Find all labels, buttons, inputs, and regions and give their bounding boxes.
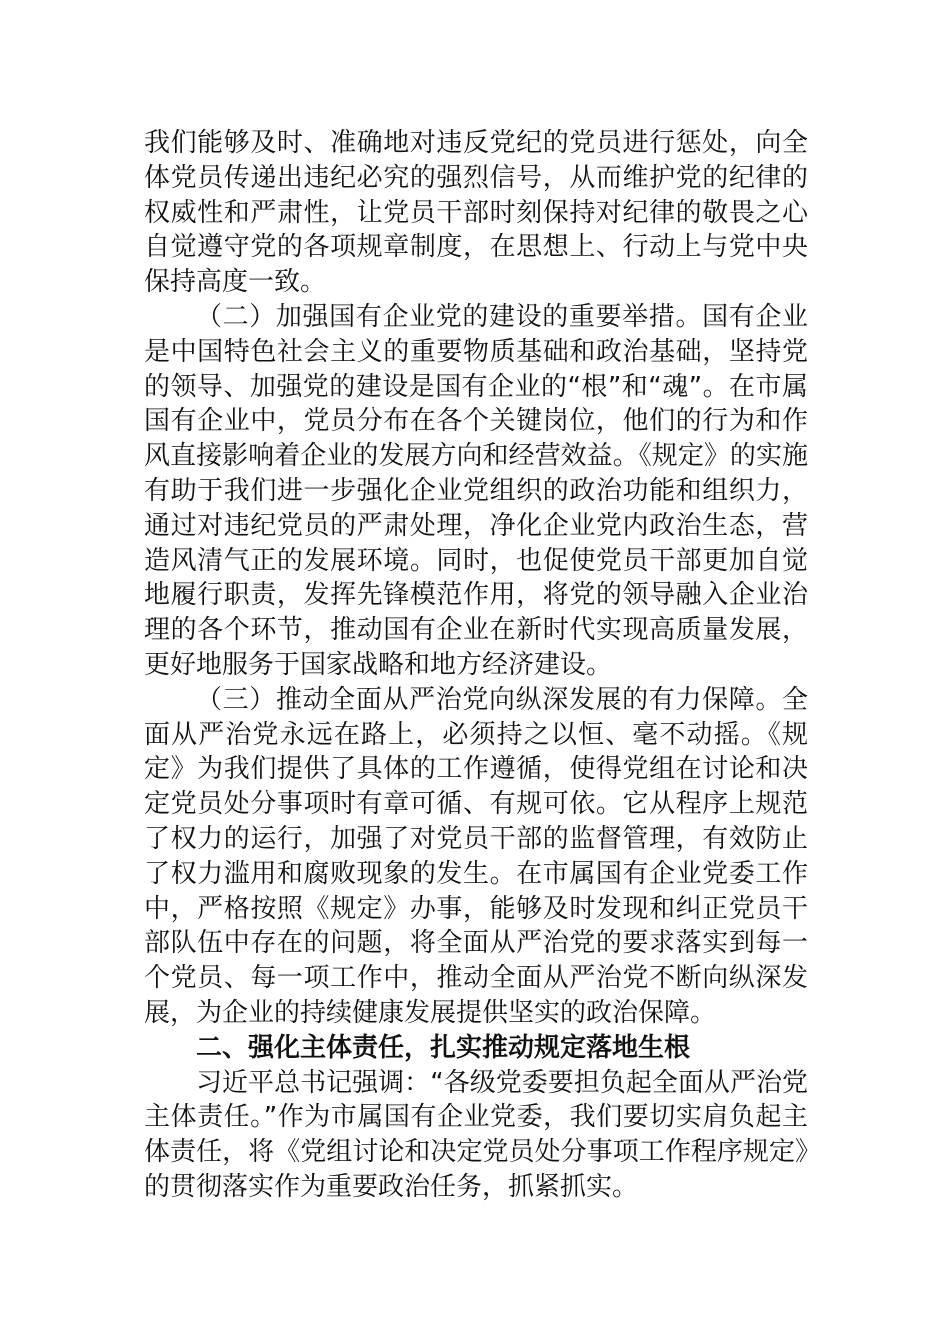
document-body <box>144 126 808 1205</box>
paragraph-quote: 习近平总书记强调：“各级党委要担负起全面从严治党主体责任。”作为市属国有企业党委，我们要切实肩负起主体责任，将《党组讨论和决定党员处分事项工作程序规定》的贯彻落实作为重要政治任务，抓紧抓实。 <box>144 1067 808 1202</box>
section-heading: 二、强化主体责任，扎实推动规定落地生根 <box>196 1032 691 1063</box>
paragraph-section-two: （二）加强国有企业党的建设的重要举措。国有企业是中国特色社会主义的重要物质基础和政治基础，坚持党的领导、加强党的建设是国有企业的“根”和“魂”。在市属国有企业中，党员分布在各个关键岗位，他们的行为和作风直接影响着企业的发展方向和经营效益。《规定》的实施有助于我们进一步强化企业党组织的政治功能和组织力，通过对违纪党员的严肃处理，净化企业党内政治生态，营造风清气正的发展环境。同时，也促使党员干部更加自觉地履行职责，发挥先锋模范作用，将党的领导融入企业治理的各个环节，推动国有企业在新时代实现高质量发展，更好地服务于国家战略和地方经济建设。 <box>144 301 808 680</box>
paragraph-section-three: （三）推动全面从严治党向纵深发展的有力保障。全面从严治党永远在路上，必须持之以恒、毫不动摇。《规定》为我们提供了具体的工作遵循，使得党组在讨论和决定党员处分事项时有章可循、有规可依。它从程序上规范了权力的运行，加强了对党员干部的监督管理，有效防止了权力滥用和腐败现象的发生。在市属国有企业党委工作中，严格按照《规定》办事，能够及时发现和纠正党员干部队伍中存在的问题，将全面从严治党的要求落实到每一个党员、每一项工作中，推动全面从严治党不断向纵深发展，为企业的持续健康发展提供坚实的政治保障。 <box>144 684 808 1028</box>
paragraph-continuation: 我们能够及时、准确地对违反党纪的党员进行惩处，向全体党员传递出违纪必究的强烈信号，从而维护党的纪律的权威性和严肃性，让党员干部时刻保持对纪律的敬畏之心自觉遵守党的各项规章制度，在思想上、行动上与党中央保持高度一致。 <box>144 128 808 298</box>
